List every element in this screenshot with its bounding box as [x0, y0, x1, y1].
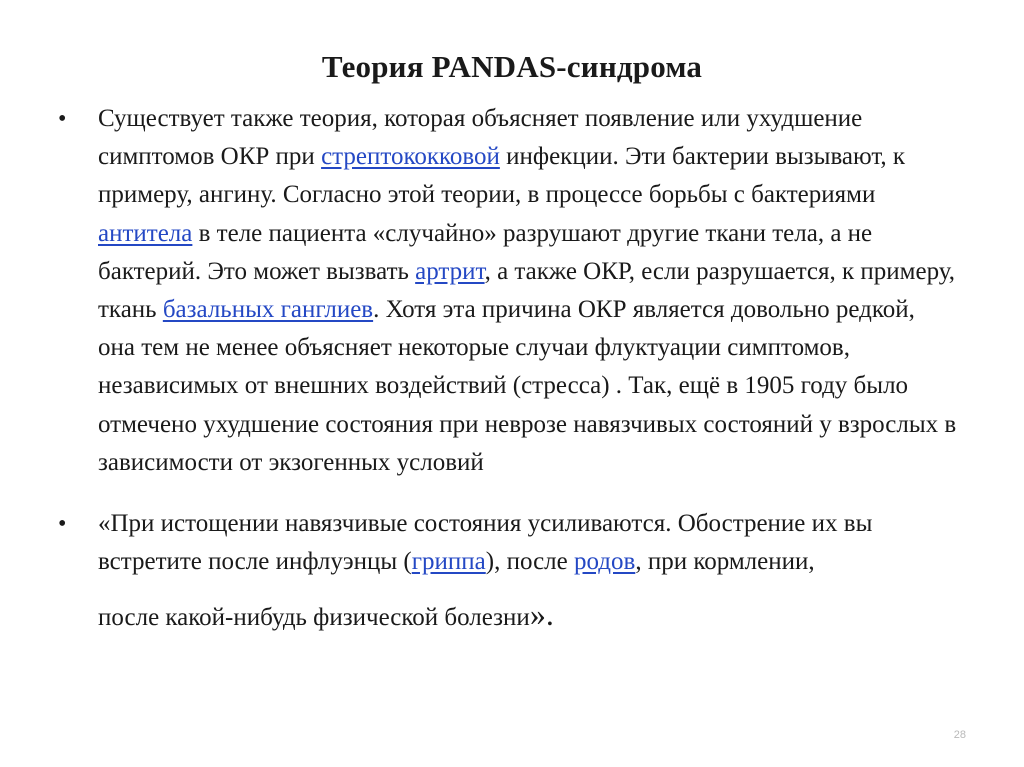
link-basal-ganglia[interactable]: базальных ганглиев [162, 296, 374, 324]
bullet-text-1 [98, 100, 958, 482]
bullet-marker: • [58, 106, 67, 132]
text-segment: . Хотя эта причина ОКР является довольно редкой, она тем не менее объясняет некоторые случаи флуктуации симптомов, независимых от внешних воздействий (стресса) . Так, ещё в 1905 году было отмечено ухудшение состояния при неврозе навязчивых состояний у взрослых в зависимости от экзогенных условий [98, 296, 957, 476]
text-segment: , а также ОКР, если разрушается, к примеру, ткань [98, 257, 956, 324]
slide-title: Теория PANDAS-синдрома [321, 49, 703, 84]
link-childbirth[interactable]: родов [574, 548, 636, 576]
page-number: 28 [953, 729, 966, 741]
text-segment: «При истощении навязчивые состояния усиливаются. Обострение их вы встретите после инфлуэнцы ( [98, 510, 873, 576]
bullet-item-2 [58, 505, 958, 638]
text-segment: ), после [485, 548, 574, 576]
link-streptococcal[interactable]: стрептококковой [321, 143, 500, 171]
text-segment: после какой-нибудь физической болезни [98, 604, 530, 632]
closing-quote: ». [529, 596, 554, 633]
link-antibodies[interactable]: антитела [98, 219, 193, 247]
bullet-list [58, 100, 958, 638]
text-segment: Существует также теория, которая объясняет появление или ухудшение симптомов ОКР при [98, 105, 863, 171]
bullet-marker: • [58, 511, 67, 538]
bullet-text-2 [98, 505, 958, 638]
text-segment: , при кормлении, [635, 548, 815, 576]
text-segment: инфекции. Эти бактерии вызывают, к примеру, ангину. Согласно этой теории, в процессе борьбы с бактериями [98, 143, 906, 209]
text-segment: в теле пациента «случайно» разрушают другие ткани тела, а не бактерий. Это может вызвать [98, 219, 873, 285]
bullet-item-1 [58, 100, 958, 482]
link-influenza[interactable]: гриппа [411, 548, 486, 576]
text-tail [98, 596, 554, 637]
link-arthritis[interactable]: артрит [415, 257, 485, 285]
